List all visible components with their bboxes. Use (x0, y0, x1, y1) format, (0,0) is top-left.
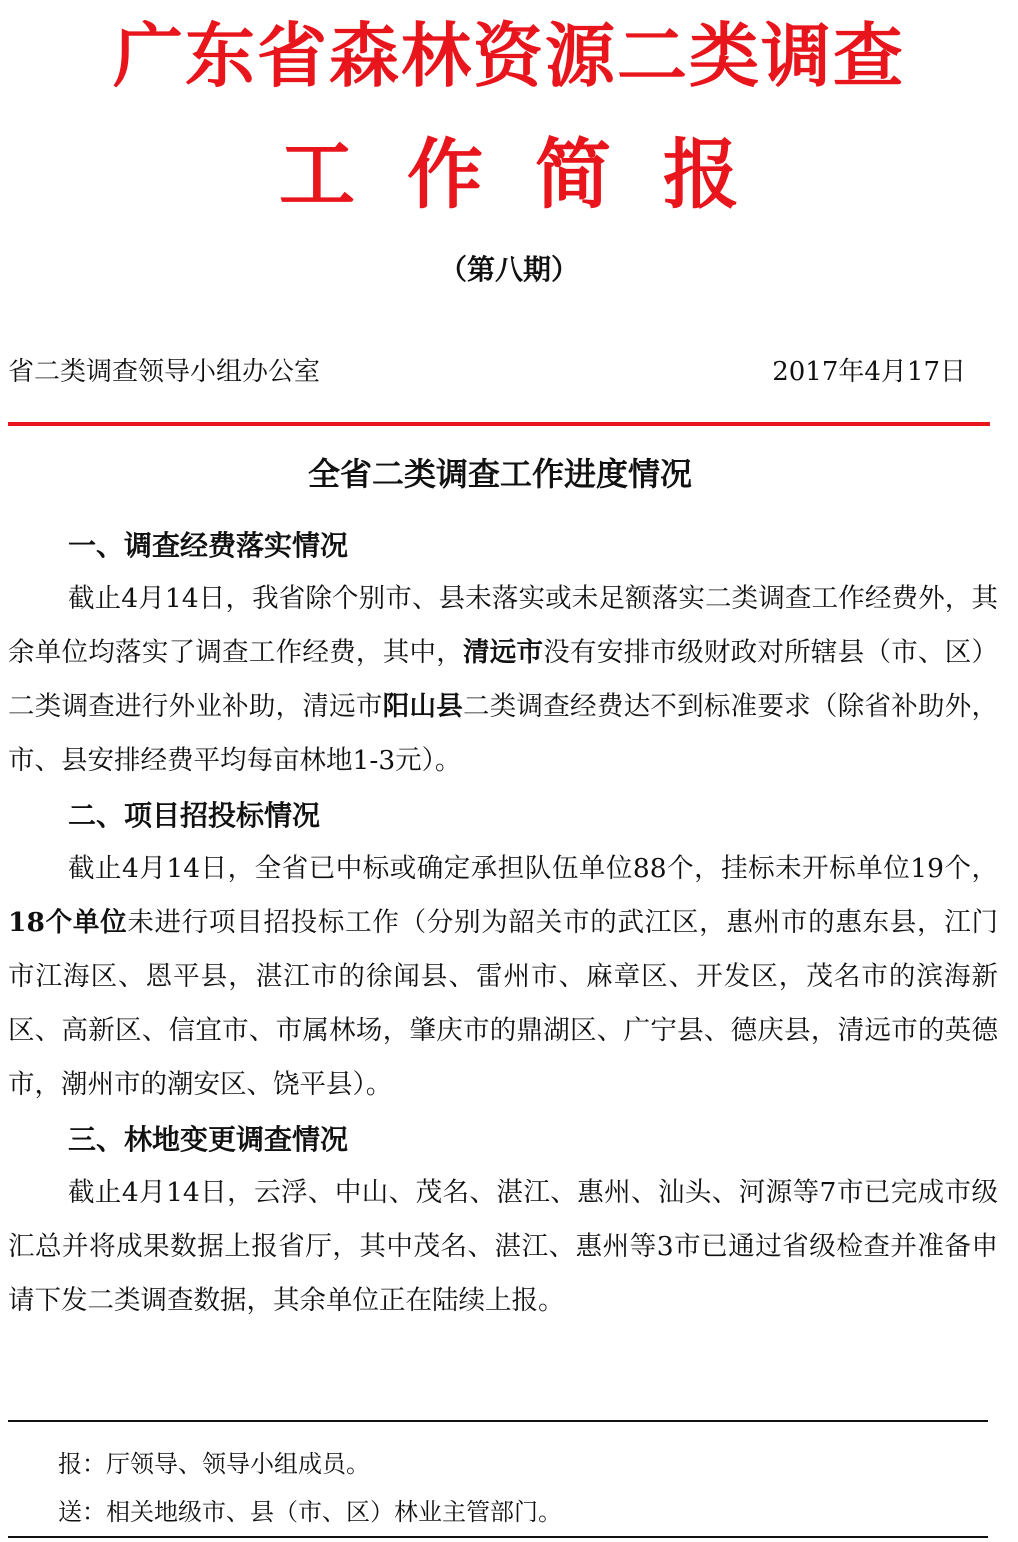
section-paragraph: 截止4月14日，全省已中标或确定承担队伍单位88个，挂标未开标单位19个，18个单位未进行项目招投标工作（分别为韶关市的武江区，惠州市的惠东县，江门市江海区、恩平县，湛江市的徐闻县、雷州市、麻章区、开发区，茂名市的滨海新区、高新区、信宜市、市属林场，肇庆市的鼎湖区、广宁县、德庆县，清远市的英德市，潮州市的潮安区、饶平县）。 (8, 853, 998, 1100)
footer-rule-bottom (8, 1536, 988, 1538)
section-heading: 二、项目招投标情况 (68, 799, 321, 832)
report-recipients: 报：厅领导、领导小组成员。 (58, 1450, 370, 1478)
red-divider (8, 422, 990, 426)
masthead-subtitle (0, 130, 1018, 220)
article-title: 全省二类调查工作进度情况 (307, 455, 692, 493)
footer-rule-top (8, 1420, 988, 1422)
section-heading: 三、林地变更调查情况 (68, 1123, 349, 1156)
masthead-char: 简 (535, 130, 611, 219)
section-paragraph: 截止4月14日，我省除个别市、县未落实或未足额落实二类调查工作经费外，其余单位均落实了调查工作经费，其中，清远市没有安排市级财政对所辖县（市、区）二类调查进行外业补助，清远市阳山县二类调查经费达不到标准要求（除省补助外，市、县安排经费平均每亩林地1-3元）。 (8, 583, 999, 776)
masthead-char: 工 (279, 130, 355, 219)
masthead-char: 报 (663, 130, 739, 219)
issuing-organization: 省二类调查领导小组办公室 (8, 357, 321, 387)
issue-number: （第八期） (438, 253, 579, 286)
section-heading: 一、调查经费落实情况 (68, 529, 349, 562)
section-paragraph: 截止4月14日，云浮、中山、茂名、湛江、惠州、汕头、河源等7市已完成市级汇总并将成果数据上报省厅，其中茂名、湛江、惠州等3市已通过省级检查并准备申请下发二类调查数据，其余单位正在陆续上报。 (8, 1177, 998, 1316)
send-recipients: 送：相关地级市、县（市、区）林业主管部门。 (58, 1498, 562, 1526)
masthead-char: 作 (407, 130, 483, 219)
masthead-title: 广东省森林资源二类调查 (113, 14, 905, 97)
issue-date: 2017年4月17日 (772, 357, 966, 387)
